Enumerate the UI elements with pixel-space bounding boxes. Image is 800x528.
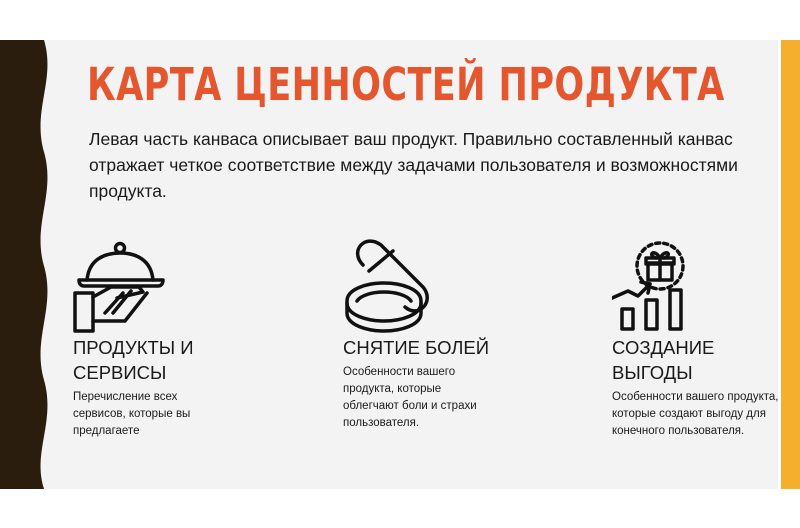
page-title: КАРТА ЦЕННОСТЕЙ ПРОДУКТА	[87, 58, 725, 111]
column-products-services	[73, 235, 233, 440]
column-pain-relievers	[343, 235, 543, 432]
column-title: ПРОДУКТЫ И СЕРВИСЫ	[73, 337, 194, 383]
left-wavy-band	[0, 40, 52, 489]
growth-chart-gift-icon	[612, 235, 708, 335]
column-description: Перечисление всех сервисов, которые вы предлагаете	[73, 391, 191, 437]
column-title: СОЗДАНИЕ ВЫГОДЫ	[612, 337, 715, 383]
slide	[0, 40, 800, 489]
pills-icon	[343, 235, 439, 335]
column-description: Особенности вашего продукта, которые создают выгоду для конечного пользователя.	[612, 391, 779, 437]
serving-tray-icon	[73, 235, 169, 335]
column-gain-creators	[612, 235, 787, 440]
intro-paragraph: Левая часть канваса описывает ваш продукт. Правильно составленный канвас отражает четкое соответствие между задачами пользователя и возможностями продукта.	[89, 129, 738, 201]
column-title: СНЯТИЕ БОЛЕЙ	[343, 337, 490, 358]
column-description: Особенности вашего продукта, которые облегчают боли и страхи пользователя.	[343, 366, 477, 429]
